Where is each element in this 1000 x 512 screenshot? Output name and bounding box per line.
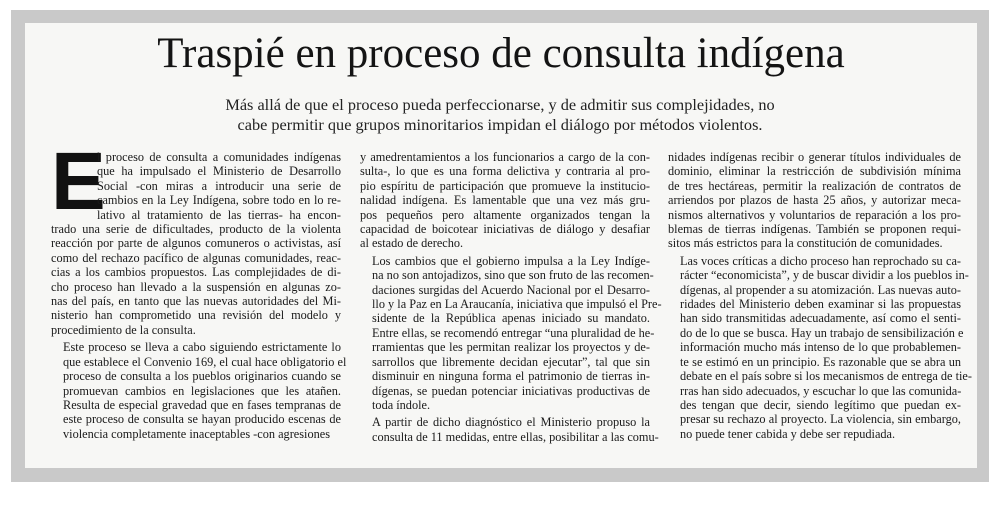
paragraph-lines (51, 340, 347, 441)
text-line: Resulta de especial gravedad que en fases tempranas de (63, 397, 341, 412)
deck-subtitle (200, 95, 800, 135)
paragraph (51, 136, 341, 337)
text-line: que establece el Convenio 169, el cual hace obligatorio el (63, 354, 347, 369)
headline: Traspié en proceso de consulta indígena (157, 30, 845, 77)
text-line: procedimiento de la consulta. (51, 322, 196, 337)
text-line: presar su rechazo al proyecto. La violencia, sin embargo, (680, 412, 961, 427)
paragraph-lines (360, 150, 650, 251)
text-line: A partir de dicho diagnóstico el Ministerio propuso la (372, 415, 650, 430)
column-2 (360, 150, 662, 447)
text-line: nisterio han comprometido una revisión del modelo y (51, 308, 341, 323)
text-line: y amedrentamientos a los funcionarios a cargo de la con- (360, 150, 650, 164)
text-line: cho proceso han llevado a la suspensión en algunas zo- (51, 279, 341, 294)
text-line: pio espíritu de participación que promueve la institucio- (360, 178, 650, 193)
text-line: nalidad indígena. Es lamentable que una vez más gru- (360, 193, 650, 208)
text-line: toda índole. (372, 397, 431, 412)
text-line: como del rechazo pacífico de algunas comunidades, reac- (51, 250, 341, 265)
text-line: proceso de consulta a los pueblos originarios cuando se (63, 369, 341, 384)
text-line: reacción por parte de algunos comuneros o activistas, así (51, 236, 341, 251)
text-line: al estado de derecho. (360, 236, 464, 251)
text-line: trado una serie de dificultades, producto de la violenta (51, 222, 341, 237)
paragraph (360, 415, 659, 444)
text-line: debate en el país sobre si los mecanismos de entrega de tie- (680, 369, 972, 384)
text-line: violencia completamente inaceptables -con agresiones (63, 426, 331, 441)
text-line: lativo al tratamiento de las tierras- ha encon- (97, 207, 341, 222)
paragraph-lines (360, 253, 662, 412)
text-line: cambios en la Ley Indígena, sobre todo en lo re- (97, 193, 341, 208)
paragraph (360, 253, 662, 412)
text-line: información mucho más intenso de lo que probablemen- (680, 340, 961, 355)
deck-line: cabe permitir que grupos minoritarios impidan el diálogo por métodos violentos. (237, 115, 763, 134)
text-line: nas del país, en tanto que las nuevas autoridades del Mi- (51, 294, 341, 309)
text-line: rácter “economicista”, y de buscar dividir a los pueblos in- (680, 268, 969, 283)
text-line: Este proceso se lleva a cabo siguiendo estrictamente lo (63, 340, 341, 355)
text-line: nidades indígenas recibir o generar títulos individuales de (668, 150, 961, 164)
text-line: disminuir en ninguna forma el patrimonio de tierras in- (372, 369, 650, 384)
paragraph-lines (360, 415, 659, 444)
text-line: blemas de tierras indígenas. También se proponen requi- (668, 222, 961, 237)
text-line: llo y la Paz en La Araucanía, iniciativa que impulsó el Pre- (372, 297, 662, 312)
text-line: no puede tener cabida y debe ser repudiada. (680, 426, 896, 441)
text-line: do de lo que se busca. Hay un trabajo de sensibilización e (680, 325, 964, 340)
text-line: sitos más estrictos para la constitución de comunidades. (668, 236, 943, 251)
text-line: Entre ellas, se recomendó entregar “una pluralidad de he- (372, 325, 655, 340)
text-line: de tres hectáreas, permitir la realización de contratos de (668, 178, 961, 193)
text-line: ridades del Ministerio deben examinar si las propuestas (680, 297, 961, 312)
column-3 (668, 150, 972, 444)
text-line: l proceso de consulta a comunidades indígenas (97, 150, 341, 164)
paragraph (668, 253, 972, 441)
paragraph-lines (668, 253, 972, 441)
column-1 (51, 136, 347, 444)
text-line: dígenas, al propender a su atomización. Las nuevas auto- (680, 282, 961, 297)
text-line: nismos alternativos y voluntarios de reparación a los pro- (668, 207, 961, 222)
text-line: dígenas, se puedan potenciar iniciativas productivas de (372, 383, 650, 398)
text-line: capacidad de boicotear iniciativas de diálogo y desafiar (360, 222, 650, 237)
newspaper-clipping (25, 23, 977, 468)
text-line: este proceso de consulta se hayan producido escenas de (63, 412, 341, 427)
paragraph (360, 150, 650, 251)
text-line: Los cambios que el gobierno impulsa a la Ley Indíge- (372, 253, 650, 268)
drop-cap: E (51, 136, 104, 227)
text-line: Las voces críticas a dicho proceso han reprochado su ca- (680, 253, 961, 268)
text-line: dominio, eliminar la restricción de subdivisión mínima (668, 164, 961, 179)
text-line: na no son antojadizos, sino que son fruto de las recomen- (372, 268, 654, 283)
deck-line: Más allá de que el proceso pueda perfeccionarse, y de admitir sus complejidades, no (225, 95, 775, 114)
text-line: sidente de la República apenas iniciado su mandato. (372, 311, 650, 326)
text-line: te se estimó en un principio. Es razonable que se abra un (680, 354, 961, 369)
paragraph (51, 340, 347, 441)
text-line: Social -con miras a introducir una serie de (97, 178, 341, 193)
text-line: cias a los cambios propuestos. Las complejidades de di- (51, 265, 341, 280)
text-line: des tengan que decir, siendo legítimo que puedan ex- (680, 397, 961, 412)
text-line: sarrollos que libremente decidan ejecutar”, tal que sin (372, 354, 650, 369)
text-line: consulta de 11 medidas, entre ellas, posibilitar a las comu- (372, 429, 659, 444)
paragraph (668, 150, 961, 251)
text-line: pos pequeños pero altamente organizados tengan la (360, 207, 650, 222)
text-line: rramientas que les permitan realizar los proyectos y de- (372, 340, 650, 355)
text-line: han sido transmitidas adecuadamente, así como el senti- (680, 311, 961, 326)
text-line: que ha impulsado el Ministerio de Desarrollo (97, 164, 341, 179)
text-line: rras han sido adecuados, y escuchar lo que las comunida- (680, 383, 962, 398)
text-line: sulta-, lo que es una forma delictiva y contraria al pro- (360, 164, 650, 179)
text-line: promuevan cambios en legislaciones que les atañen. (63, 383, 341, 398)
paragraph-lines (668, 150, 961, 251)
text-line: arriendos por plazos de hasta 25 años, y autorizar meca- (668, 193, 961, 208)
text-line: daciones surgidas del Acuerdo Nacional por el Desarro- (372, 282, 650, 297)
